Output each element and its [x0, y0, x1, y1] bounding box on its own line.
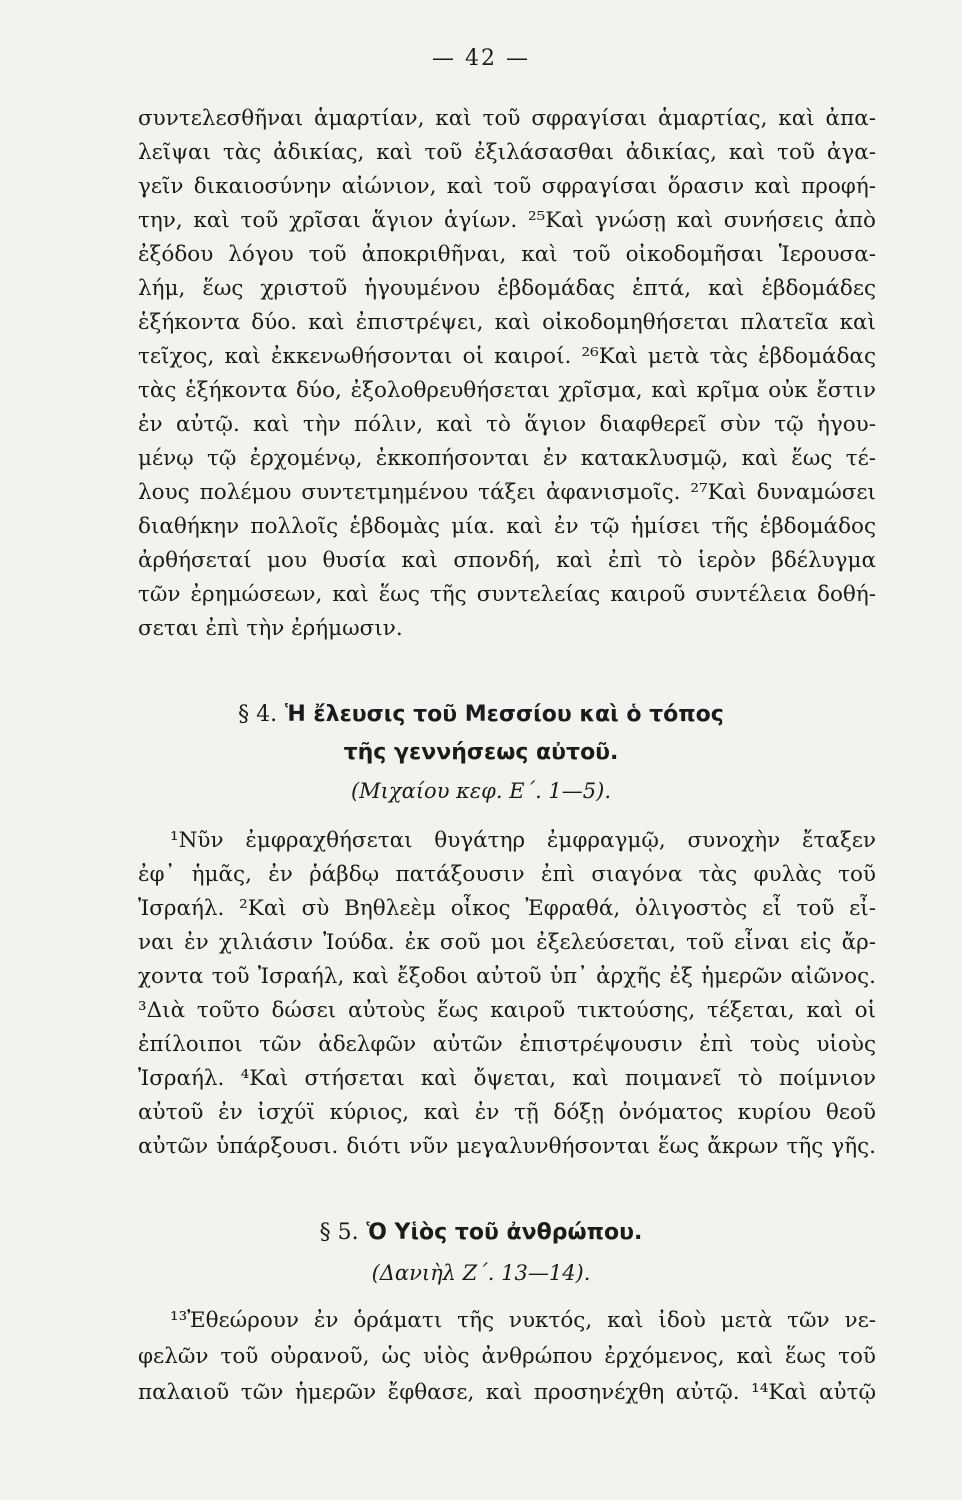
text-line: ἐπίλοιποι τῶν ἀδελφῶν αὐτῶν ἐπιστρέψουσιν ἐπὶ τοὺς υἱοὺς [138, 1032, 876, 1057]
text-line: σεται ἐπὶ τὴν ἐρήμωσιν. [138, 616, 403, 641]
section-4-title-line2: τῆς γεννήσεως αὐτοῦ. [343, 740, 619, 765]
section-4-number: § 4. [238, 702, 278, 727]
text-line: αὐτῶν ὑπάρξουσι. διότι νῦν μεγαλυνθήσονται ἕως ἄκρων τῆς γῆς. [138, 1134, 876, 1159]
section-5-title: Ὁ Υἱὸς τοῦ ἀνθρώπου. [366, 1220, 643, 1245]
text-line: ἀρθήσεταί μου θυσία καὶ σπονδή, καὶ ἐπὶ τὸ ἱερὸν βδέλυγμα [138, 548, 876, 573]
text-line: ἐξόδου λόγου τοῦ ἀποκριθῆναι, καὶ τοῦ οἰκοδομῆσαι Ἱερουσα- [138, 242, 876, 267]
text-line: μένῳ τῷ ἐρχομένῳ, ἐκκοπήσονται ἐν κατακλυσμῷ, καὶ ἕως τέ- [138, 446, 876, 471]
section-5-heading [0, 1218, 962, 1248]
text-line: τεῖχος, καὶ ἐκκενωθήσονται οἱ καιροί. ²⁶Καὶ μετὰ τὰς ἑβδομάδας [138, 344, 876, 369]
text-line: ¹³Ἐθεώρουν ἐν ὁράματι τῆς νυκτός, καὶ ἰδοὺ μετὰ τῶν νε- [170, 1308, 876, 1333]
text-line: Ἰσραήλ. ²Καὶ σὺ Βηθλεὲμ οἶκος Ἐφραθά, ὀλιγοστὸς εἶ τοῦ εἶ- [138, 896, 876, 921]
text-line: ἐφ᾽ ἡμᾶς, ἐν ῥάβδῳ πατάξουσιν ἐπὶ σιαγόνα τὰς φυλὰς τοῦ [138, 862, 876, 887]
section-4-reference: (Μιχαίου κεφ. Ε΄. 1—5). [350, 779, 612, 803]
section-5-number: § 5. [319, 1220, 359, 1245]
text-line: λεῖψαι τὰς ἀδικίας, καὶ τοῦ ἐξιλάσασθαι ἀδικίας, καὶ τοῦ ἀγα- [138, 140, 876, 165]
text-line: παλαιοῦ τῶν ἡμερῶν ἔφθασε, καὶ προσηνέχθη αὐτῷ. ¹⁴Καὶ αὐτῷ [138, 1380, 876, 1405]
text-line: γεῖν δικαιοσύνην αἰώνιον, καὶ τοῦ σφραγίσαι ὅρασιν καὶ προφή- [138, 174, 876, 199]
text-line: τῶν ἐρημώσεων, καὶ ἕως τῆς συντελείας καιροῦ συντέλεια δοθή- [138, 582, 876, 607]
section-5-reference: (Δανιὴλ Ζ΄. 13—14). [371, 1261, 591, 1285]
text-line: φελῶν τοῦ οὐρανοῦ, ὡς υἱὸς ἀνθρώπου ἐρχόμενος, καὶ ἕως τοῦ [138, 1344, 876, 1369]
text-line: ¹Νῦν ἐμφραχθήσεται θυγάτηρ ἐμφραγμῷ, συνοχὴν ἔταξεν [170, 828, 876, 853]
text-line: χοντα τοῦ Ἰσραήλ, καὶ ἔξοδοι αὐτοῦ ὑπ᾽ ἀρχῆς ἐξ ἡμερῶν αἰῶνος. [138, 964, 876, 989]
text-line: διαθήκην πολλοῖς ἑβδομὰς μία. καὶ ἐν τῷ ἡμίσει τῆς ἑβδομάδος [138, 514, 876, 539]
text-line: τὰς ἑξήκοντα δύο, ἐξολοθρευθήσεται χρῖσμα, καὶ κρῖμα οὐκ ἔστιν [138, 378, 876, 403]
section-4-title-line1: Ἡ ἔλευσις τοῦ Μεσσίου καὶ ὁ τόπος [284, 702, 724, 727]
text-line: ³Διὰ τοῦτο δώσει αὐτοὺς ἕως καιροῦ τικτούσης, τέξεται, καὶ οἱ [138, 998, 876, 1023]
text-line: Ἰσραήλ. ⁴Καὶ στήσεται καὶ ὄψεται, καὶ ποιμανεῖ τὸ ποίμνιον [138, 1066, 876, 1091]
page-number: — 42 — [432, 46, 530, 71]
text-line: αὐτοῦ ἐν ἰσχύϊ κύριος, καὶ ἐν τῇ δόξῃ ὀνόματος κυρίου θεοῦ [138, 1100, 876, 1125]
text-line: συντελεσθῆναι ἁμαρτίαν, καὶ τοῦ σφραγίσαι ἁμαρτίας, καὶ ἀπα- [138, 106, 876, 131]
text-line: ἐν αὐτῷ. καὶ τὴν πόλιν, καὶ τὸ ἅγιον διαφθερεῖ σὺν τῷ ἡγου- [138, 412, 876, 437]
text-line: λήμ, ἕως χριστοῦ ἡγουμένου ἑβδομάδας ἑπτά, καὶ ἑβδομάδες [138, 276, 876, 301]
text-line: ναι ἐν χιλιάσιν Ἰούδα. ἐκ σοῦ μοι ἐξελεύσεται, τοῦ εἶναι εἰς ἄρ- [138, 930, 876, 955]
section-4-heading [0, 700, 962, 730]
text-line: λους πολέμου συντετμημένου τάξει ἀφανισμοῖς. ²⁷Καὶ δυναμώσει [138, 480, 876, 505]
text-line: ἑξήκοντα δύο. καὶ ἐπιστρέψει, καὶ οἰκοδομηθήσεται πλατεῖα καὶ [138, 310, 876, 335]
text-line: την, καὶ τοῦ χρῖσαι ἅγιον ἁγίων. ²⁵Καὶ γνώσῃ καὶ συνήσεις ἀπὸ [138, 208, 876, 233]
